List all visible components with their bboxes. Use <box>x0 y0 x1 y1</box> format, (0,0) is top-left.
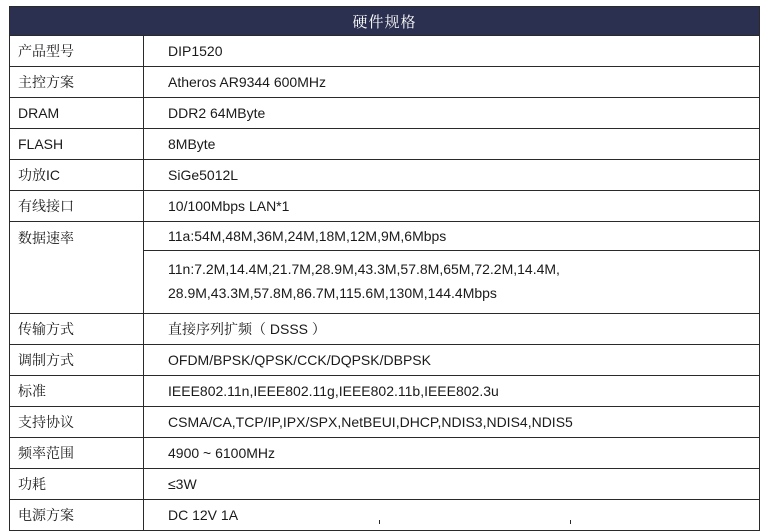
row-label: 频率范围 <box>10 438 144 468</box>
row-label: 支持协议 <box>10 407 144 437</box>
row-label: 功放IC <box>10 160 144 190</box>
row-label: 调制方式 <box>10 345 144 375</box>
row-label: 传输方式 <box>10 314 144 344</box>
row-label: 电源方案 <box>10 500 144 530</box>
row-value: OFDM/BPSK/QPSK/CCK/DQPSK/DBPSK <box>168 352 431 368</box>
table-row <box>10 36 759 67</box>
row-label: DRAM <box>10 98 144 128</box>
row-label: 有线接口 <box>10 191 144 221</box>
row-label: 产品型号 <box>10 36 144 66</box>
column-divider <box>379 520 380 524</box>
row-label: 功耗 <box>10 469 144 499</box>
row-value: SiGe5012L <box>168 167 239 183</box>
column-divider <box>143 520 144 524</box>
table-row <box>10 67 759 98</box>
row-value: 直接序列扩频（ DSSS ） <box>168 321 326 337</box>
table-row <box>10 191 759 222</box>
row-value: 10/100Mbps LAN*1 <box>168 198 290 214</box>
table-row <box>10 98 759 129</box>
row-value: DDR2 64MByte <box>168 105 266 121</box>
table-row <box>10 500 759 531</box>
hardware-spec-table <box>9 6 760 531</box>
row-value: ≤3W <box>168 476 197 492</box>
table-row <box>10 438 759 469</box>
row-value: 8MByte <box>168 136 216 152</box>
table-row <box>10 407 759 438</box>
table-continuation <box>9 520 760 524</box>
table-row <box>10 160 759 191</box>
row-value: IEEE802.11n,IEEE802.11g,IEEE802.11b,IEEE802.3u <box>168 383 499 399</box>
row-value: CSMA/CA,TCP/IP,IPX/SPX,NetBEUI,DHCP,NDIS3,NDIS4,NDIS5 <box>168 414 573 430</box>
rate-11n-value: 11n:7.2M,14.4M,21.7M,28.9M,43.3M,57.8M,65M,72.2M,14.4M, 28.9M,43.3M,57.8M,86.7M,115.6M,130M,144.4Mbps <box>168 261 560 301</box>
table-header: 硬件规格 <box>10 7 759 36</box>
row-label: FLASH <box>10 129 144 159</box>
column-divider <box>570 520 571 524</box>
table-row <box>10 314 759 345</box>
table-row <box>10 469 759 500</box>
row-values <box>144 222 759 313</box>
table-row-data-rate <box>10 222 759 314</box>
table-row <box>10 345 759 376</box>
rate-11a-value: 11a:54M,48M,36M,24M,18M,12M,9M,6Mbps <box>144 222 759 251</box>
row-value: Atheros AR9344 600MHz <box>168 74 326 90</box>
table-row <box>10 129 759 160</box>
table-row <box>10 376 759 407</box>
row-value: DIP1520 <box>168 43 223 59</box>
row-label: 主控方案 <box>10 67 144 97</box>
row-value: DC 12V 1A <box>168 507 239 523</box>
row-label: 数据速率 <box>10 222 144 313</box>
row-value: 4900 ~ 6100MHz <box>168 445 276 461</box>
row-label: 标准 <box>10 376 144 406</box>
